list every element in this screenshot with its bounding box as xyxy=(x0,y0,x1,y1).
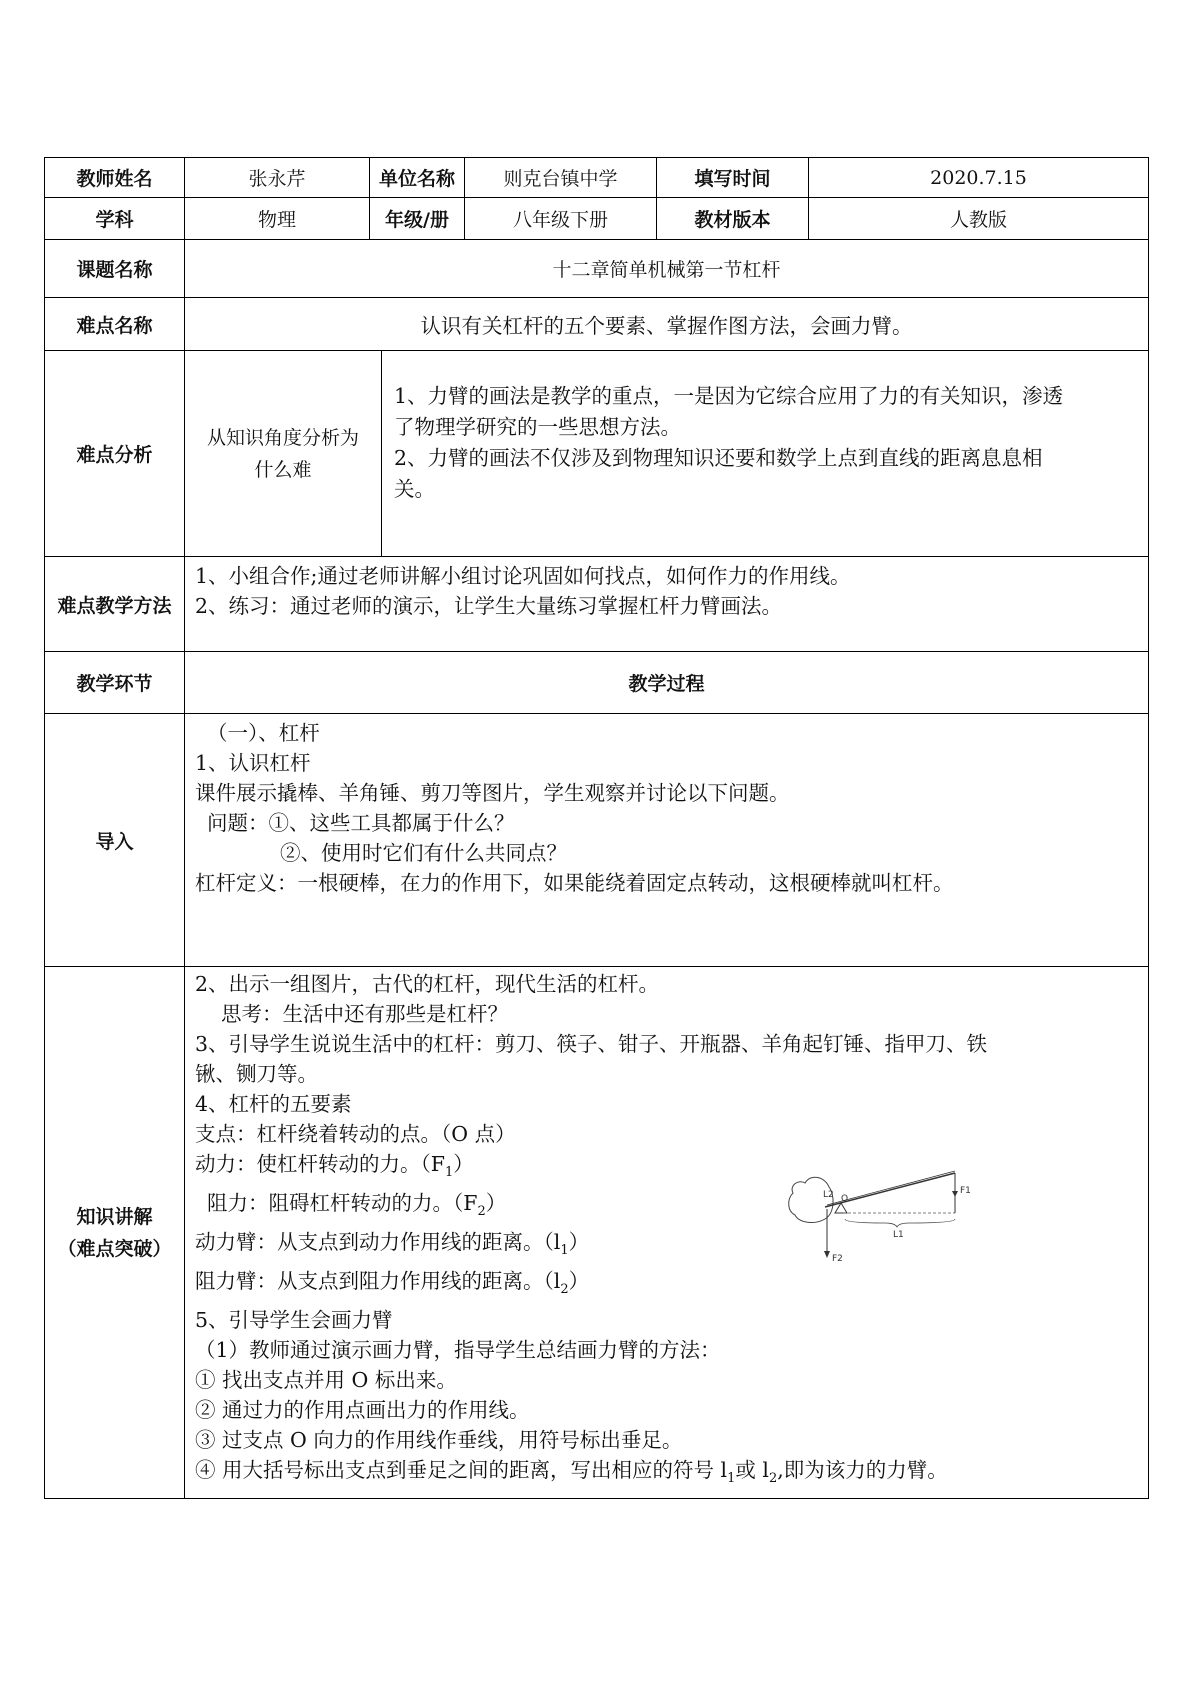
analysis-line: 关。 xyxy=(394,477,435,501)
difficulty-label: 难点名称 xyxy=(45,298,185,351)
knowledge-line: ① 找出支点并用 O 标出来。 xyxy=(195,1368,457,1393)
close-paren: ） xyxy=(568,1230,590,1255)
analysis-text xyxy=(382,351,1148,556)
header-row-2 xyxy=(45,198,1149,240)
knowledge-line: （1）教师通过演示画力臂，指导学生总结画力臂的方法： xyxy=(195,1338,721,1363)
close-paren: ） xyxy=(485,1191,507,1216)
knowledge-label-line: 知识讲解 xyxy=(76,1205,153,1228)
analysis-cell xyxy=(185,351,1149,557)
subscript: 1 xyxy=(444,1165,454,1181)
grade-label: 年级/册 xyxy=(370,198,465,240)
teacher-label: 教师姓名 xyxy=(45,158,185,198)
subscript: 1 xyxy=(727,1471,736,1487)
f1-arrowhead xyxy=(952,1191,958,1197)
teacher-value: 张永芹 xyxy=(185,158,370,198)
method-row xyxy=(45,557,1149,652)
knowledge-text: 或 l xyxy=(735,1458,769,1483)
analysis-line: 了物理学研究的一些思想方法。 xyxy=(394,415,681,439)
grade-value: 八年级下册 xyxy=(465,198,657,240)
topic-value: 十二章简单机械第一节杠杆 xyxy=(185,240,1149,298)
knowledge-line: 思考：生活中还有那些是杠杆？ xyxy=(221,1002,508,1026)
lever-diagram xyxy=(785,1165,990,1265)
intro-row xyxy=(45,714,1149,967)
knowledge-text: 阻力：阻碍杠杆转动的力。（F xyxy=(207,1191,478,1216)
edition-value: 人教版 xyxy=(809,198,1149,240)
l1-brace xyxy=(845,1219,955,1227)
difficulty-value: 认识有关杠杆的五个要素、掌握作图方法，会画力臂。 xyxy=(185,298,1149,351)
process-stage-label: 教学环节 xyxy=(45,652,185,714)
l1-label: L1 xyxy=(893,1230,904,1240)
analysis-line: 1、力臂的画法是教学的重点，一是因为它综合应用了力的有关知识，渗透 xyxy=(394,384,1064,408)
method-label: 难点教学方法 xyxy=(45,557,185,652)
date-label: 填写时间 xyxy=(657,158,809,198)
fulcrum-label: O xyxy=(841,1194,849,1204)
analysis-sublabel xyxy=(185,351,382,556)
lesson-plan-document xyxy=(44,157,1148,1499)
knowledge-line: 锹、铡刀等。 xyxy=(195,1062,318,1086)
f2-label: F2 xyxy=(832,1254,843,1264)
intro-line: 1、认识杠杆 xyxy=(195,751,311,775)
f1-label: F1 xyxy=(960,1186,971,1196)
knowledge-line: ③ 过支点 O 向力的作用线作垂线，用符号标出垂足。 xyxy=(195,1428,683,1453)
knowledge-text: ,即为该力的力臂。 xyxy=(777,1458,948,1483)
knowledge-line xyxy=(195,1149,1138,1188)
process-label: 教学过程 xyxy=(185,652,1149,714)
process-header-row xyxy=(45,652,1149,714)
subscript: 1 xyxy=(560,1243,569,1259)
subject-value: 物理 xyxy=(185,198,370,240)
edition-label: 教材版本 xyxy=(657,198,809,240)
intro-line: 课件展示撬棒、羊角锤、剪刀等图片，学生观察并讨论以下问题。 xyxy=(195,781,790,805)
close-paren: ） xyxy=(568,1269,590,1294)
knowledge-label xyxy=(45,967,185,1499)
unit-value: 则克台镇中学 xyxy=(465,158,657,198)
method-line: 2、练习：通过老师的演示，让学生大量练习掌握杠杆力臂画法。 xyxy=(195,594,783,618)
knowledge-text: 阻力臂：从支点到阻力作用线的距离。（l xyxy=(195,1269,561,1294)
lesson-plan-table xyxy=(44,157,1149,1499)
l2-label: L2 xyxy=(823,1190,834,1200)
knowledge-line: 2、出示一组图片，古代的杠杆，现代生活的杠杆。 xyxy=(195,972,660,996)
method-line: 1、小组合作;通过老师讲解小组讨论巩固如何找点，如何作力的作用线。 xyxy=(195,564,851,588)
topic-label: 课题名称 xyxy=(45,240,185,298)
intro-line: ②、使用时它们有什么共同点？ xyxy=(280,841,567,865)
unit-label: 单位名称 xyxy=(370,158,465,198)
subscript: 2 xyxy=(477,1204,486,1220)
intro-line: 杠杆定义：一根硬棒，在力的作用下，如果能绕着固定点转动，这根硬棒就叫杠杆。 xyxy=(195,871,954,895)
f2-arrowhead xyxy=(824,1251,830,1258)
analysis-sublabel-line: 从知识角度分析为 xyxy=(206,426,359,449)
knowledge-text: 动力臂：从支点到动力作用线的距离。（l xyxy=(195,1230,561,1255)
intro-line: （一）、杠杆 xyxy=(207,721,320,745)
intro-content xyxy=(185,714,1149,967)
knowledge-line: 5、引导学生会画力臂 xyxy=(195,1308,393,1333)
knowledge-content xyxy=(185,967,1149,1499)
subject-label: 学科 xyxy=(45,198,185,240)
knowledge-line: ② 通过力的作用点画出力的作用线。 xyxy=(195,1398,530,1423)
analysis-label: 难点分析 xyxy=(45,351,185,557)
analysis-sublabel-line: 什么难 xyxy=(254,458,312,481)
difficulty-row xyxy=(45,298,1149,351)
knowledge-line xyxy=(195,1455,1138,1494)
knowledge-line xyxy=(195,1266,1138,1305)
knowledge-line: 支点：杠杆绕着转动的点。（O 点） xyxy=(195,1122,516,1146)
knowledge-text: 动力：使杠杆转动的力。（F xyxy=(195,1152,445,1176)
knowledge-line xyxy=(195,1227,1138,1266)
knowledge-line: 4、杠杆的五要素 xyxy=(195,1092,352,1116)
analysis-row xyxy=(45,351,1149,557)
intro-label: 导入 xyxy=(45,714,185,967)
knowledge-line xyxy=(195,1188,1138,1227)
method-content xyxy=(185,557,1149,652)
knowledge-text: ④ 用大括号标出支点到垂足之间的距离，写出相应的符号 l xyxy=(195,1458,728,1483)
subscript: 2 xyxy=(768,1471,778,1487)
analysis-line: 2、力臂的画法不仅涉及到物理知识还要和数学上点到直线的距离息息相 xyxy=(394,446,1043,470)
knowledge-line: 3、引导学生说说生活中的杠杆：剪刀、筷子、钳子、开瓶器、羊角起钉锤、指甲刀、铁 xyxy=(195,1032,988,1056)
close-paren: ） xyxy=(453,1152,474,1176)
header-row-1 xyxy=(45,158,1149,198)
subscript: 2 xyxy=(560,1282,569,1298)
intro-line: 问题：①、这些工具都属于什么？ xyxy=(207,811,515,835)
knowledge-label-line: （难点突破） xyxy=(57,1237,172,1260)
date-value: 2020.7.15 xyxy=(809,158,1149,198)
topic-row xyxy=(45,240,1149,298)
